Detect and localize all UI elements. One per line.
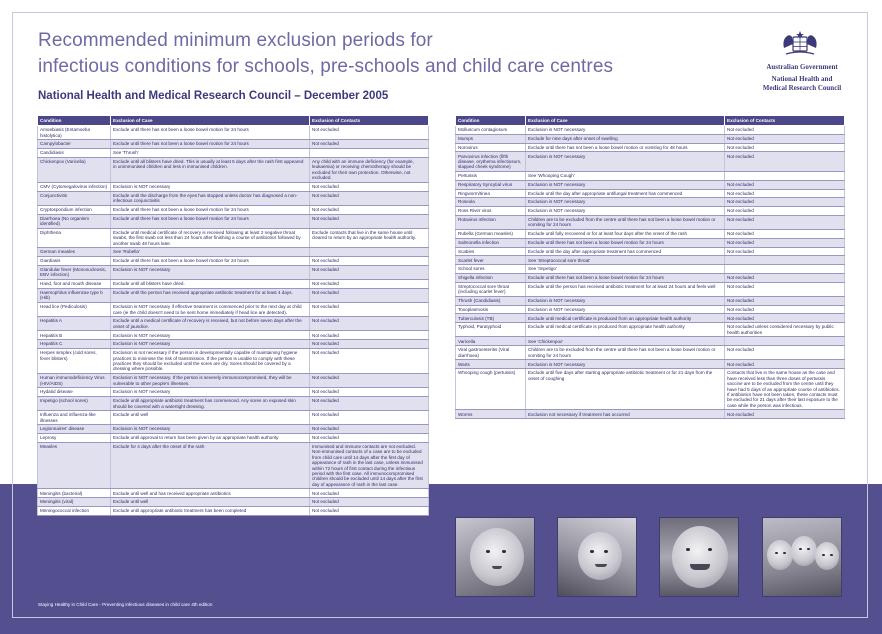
cell-exclusion-case: Exclude until medical certificate is produced from appropriate health authority: [526, 323, 725, 337]
cell-exclusion-case: Exclusion is NOT necessary: [111, 340, 310, 349]
cell-exclusion-case: Exclusion is NOT necessary: [526, 126, 725, 135]
cell-exclusion-case: See 'Chickenpox': [526, 337, 725, 346]
cell-exclusion-contacts: Not excluded: [310, 348, 429, 373]
cell-condition: Amoebiasis (Entamoeba histolytica): [38, 126, 111, 140]
cell-exclusion-case: Exclusion is not necessary if the person is developmentally capable of maintaining hygiene practices to minimise the risk of transmission. If the person is unable to comply with these practices they should be excluded until the sores are dry. Sores should be covered by a dressing where possible.: [111, 348, 310, 373]
table-row: [456, 198, 845, 207]
cell-condition: Hepatitis B: [38, 331, 111, 340]
cell-condition: Meningococcal infection: [38, 507, 111, 516]
cell-exclusion-case: Exclude until there has not been a loose bowel motion for 24 hours: [111, 126, 310, 140]
table-row: [38, 257, 429, 266]
cell-exclusion-contacts: Not excluded: [310, 498, 429, 507]
cell-exclusion-contacts: Not excluded: [725, 305, 845, 314]
cell-exclusion-case: Exclusion is NOT necessary: [526, 198, 725, 207]
table-row: [38, 434, 429, 443]
cell-exclusion-contacts: Not excluded: [310, 288, 429, 302]
cell-exclusion-contacts: Not excluded: [310, 140, 429, 149]
exclusion-table-right: [455, 115, 845, 419]
table-row: [456, 230, 845, 239]
cell-exclusion-case: Exclude until all blisters have dried. This is usually at least 5 days after the rash first appeared in unimmunised children and less in immunised children.: [111, 157, 310, 182]
cell-exclusion-contacts: Not excluded: [310, 214, 429, 228]
table-row: [38, 317, 429, 331]
cell-exclusion-case: Exclude until there has not been a loose bowel motion for 24 hours: [111, 257, 310, 266]
cell-exclusion-contacts: Not excluded: [725, 134, 845, 143]
cell-exclusion-case: Exclude until appropriate antibiotic treatment has commenced. Any sores on exposed skin should be covered with a watertight dressing.: [111, 396, 310, 410]
table-row: [38, 280, 429, 289]
header-exclusion-contacts: Exclusion of Contacts: [725, 116, 845, 126]
cell-exclusion-case: Exclusion is NOT necessary: [111, 425, 310, 434]
australian-government-crest-icon: [778, 30, 822, 60]
cell-condition: Norovirus: [456, 143, 526, 152]
cell-exclusion-contacts: Not excluded: [310, 265, 429, 279]
cell-condition: Impetigo (school sores): [38, 396, 111, 410]
cell-exclusion-case: See 'Impetigo': [526, 265, 725, 274]
cell-condition: Salmonella infection: [456, 238, 526, 247]
table-row: [38, 265, 429, 279]
cell-exclusion-contacts: [725, 171, 845, 180]
cell-exclusion-contacts: Not excluded: [725, 198, 845, 207]
cell-exclusion-contacts: Not excluded: [725, 346, 845, 360]
cell-exclusion-contacts: Immunised and immune contacts are not excluded. Non-immunised contacts of a case are to be excluded from child care until 14 days after the first day of appearance of rash in the last case, unless immunised within 72 hours of first contact during the infectious period with the first case. All immunocompromised children should be excluded until 14 days after the first day of appearance of rash in the last case.: [310, 442, 429, 489]
table-row: [456, 256, 845, 265]
cell-condition: Roseola: [456, 198, 526, 207]
cell-exclusion-case: Children are to be excluded from the centre until there has not been a loose bowel motion or vomiting for 24 hours: [526, 215, 725, 229]
cell-exclusion-case: Exclusion is NOT necessary if effective treatment is commenced prior to the next day at child care (ie the child doesn't need to be sent home immediately if head lice are detected).: [111, 303, 310, 317]
table-row: [38, 331, 429, 340]
cell-condition: Whooping cough (pertussis): [456, 369, 526, 410]
title-line-2: infectious conditions for schools, pre-schools and child care centres: [38, 56, 614, 77]
cell-exclusion-contacts: Not excluded: [310, 331, 429, 340]
cell-exclusion-case: Exclude until there has not been a loose bowel motion for 24 hours: [111, 205, 310, 214]
cell-exclusion-contacts: Not excluded: [310, 257, 429, 266]
table-row: [456, 171, 845, 180]
cell-condition: Varicella: [456, 337, 526, 346]
baby-photo: [455, 517, 535, 597]
cell-condition: Scabies: [456, 247, 526, 256]
table-row: [38, 205, 429, 214]
cell-exclusion-case: Exclusion is NOT necessary: [526, 207, 725, 216]
table-row: [38, 157, 429, 182]
cell-exclusion-case: Exclude until medical certificate of recovery is received following at least 2 negative throat swabs, the first swab not less than 24 hours after finishing a course of antibiotics followed by another swab 48 hours later.: [111, 228, 310, 248]
table-row: [38, 182, 429, 191]
cell-exclusion-contacts: Not excluded: [725, 282, 845, 296]
cell-condition: Diarrhoea (No organism identified): [38, 214, 111, 228]
table-row: [456, 126, 845, 135]
cell-exclusion-contacts: Not excluded: [310, 434, 429, 443]
cell-exclusion-case: Exclude until there has not been a loose bowel motion or vomiting for 48 hours: [526, 143, 725, 152]
cell-condition: Shigella infection: [456, 273, 526, 282]
cell-exclusion-case: Exclusion is NOT necessary: [526, 152, 725, 172]
cell-exclusion-case: Exclude until well and has received appropriate antibiotics: [111, 489, 310, 498]
cell-exclusion-contacts: Any child with an immune deficiency (for example, leukaemia) or receiving chemotherapy should be excluded for their own protection. Otherwise, not excluded.: [310, 157, 429, 182]
cell-condition: Hydatid disease: [38, 388, 111, 397]
cell-condition: Campylobacter: [38, 140, 111, 149]
cell-exclusion-case: Exclude until well: [111, 498, 310, 507]
cell-exclusion-case: Exclusion is NOT necessary: [526, 360, 725, 369]
nhmrc-line-1: National Health and: [771, 75, 833, 83]
table-row: [456, 134, 845, 143]
cell-condition: Measles: [38, 442, 111, 489]
cell-exclusion-case: Exclusion is NOT necessary: [526, 296, 725, 305]
cell-exclusion-case: Exclusion is NOT necessary: [111, 182, 310, 191]
cell-condition: Conjunctivitis: [38, 191, 111, 205]
table-row: [456, 337, 845, 346]
table-row: [38, 373, 429, 387]
table-row: [38, 228, 429, 248]
table-row: [456, 207, 845, 216]
cell-exclusion-case: Exclusion is NOT necessary: [111, 388, 310, 397]
cell-condition: Ross River virus: [456, 207, 526, 216]
table-row: [38, 425, 429, 434]
cell-exclusion-contacts: Not excluded: [725, 180, 845, 189]
cell-condition: CMV (Cytomegalovirus infection): [38, 182, 111, 191]
cell-exclusion-contacts: Not excluded: [310, 425, 429, 434]
cell-condition: Cryptosporidium infection: [38, 205, 111, 214]
table-row: [38, 498, 429, 507]
table-row: [456, 282, 845, 296]
table-row: [456, 247, 845, 256]
cell-condition: Parvovirus infection (fifth disease, erythema infectiosum, slapped cheek syndrome): [456, 152, 526, 172]
cell-condition: German measles: [38, 248, 111, 257]
footer-note: Staying Healthy in Child Care - Preventing infectious diseases in child care 4th edition: [38, 602, 213, 607]
cell-exclusion-case: See 'Thrush': [111, 148, 310, 157]
cell-exclusion-contacts: Not excluded: [725, 273, 845, 282]
table-row: [456, 189, 845, 198]
table-header-row: [456, 116, 845, 126]
cell-condition: Respiratory Syncytial virus: [456, 180, 526, 189]
cell-exclusion-case: See 'Streptococcal sore throat': [526, 256, 725, 265]
cell-exclusion-contacts: [725, 337, 845, 346]
nhmrc-label: [756, 75, 848, 93]
header-condition: Condition: [38, 116, 111, 126]
cell-exclusion-case: Exclusion is NOT necessary: [111, 331, 310, 340]
cell-exclusion-case: Exclude until fully recovered or for at least four days after the onset of the rash: [526, 230, 725, 239]
table-row: [38, 140, 429, 149]
table-row: [456, 238, 845, 247]
cell-exclusion-contacts: Not excluded: [725, 207, 845, 216]
cell-condition: Viral gastroenteritis (Viral diarrhoea): [456, 346, 526, 360]
cell-condition: Hepatitis A: [38, 317, 111, 331]
cell-exclusion-case: Exclude until there has not been a loose bowel motion for 24 hours: [526, 273, 725, 282]
cell-condition: Influenza and influenza-like illnesses: [38, 411, 111, 425]
cell-exclusion-case: Exclude for nine days after onset of swelling: [526, 134, 725, 143]
cell-condition: Candidiasis: [38, 148, 111, 157]
cell-condition: Giardiasis: [38, 257, 111, 266]
cell-exclusion-case: See 'Rubella': [111, 248, 310, 257]
table-row: [456, 369, 845, 410]
cell-condition: Meningitis (viral): [38, 498, 111, 507]
cell-exclusion-case: Exclude until the day after appropriate antifungal treatment has commenced: [526, 189, 725, 198]
cell-exclusion-contacts: Not excluded: [310, 280, 429, 289]
children-group-photo: [762, 517, 842, 597]
cell-exclusion-contacts: Not excluded: [310, 489, 429, 498]
cell-condition: Legionnaires' disease: [38, 425, 111, 434]
cell-condition: Mumps: [456, 134, 526, 143]
cell-condition: Herpes simplex (cold sores, fever blisters): [38, 348, 111, 373]
table-row: [456, 346, 845, 360]
cell-exclusion-contacts: Not excluded: [725, 152, 845, 172]
cell-exclusion-contacts: Not excluded: [310, 317, 429, 331]
cell-condition: Toxoplasmosis: [456, 305, 526, 314]
cell-exclusion-case: Exclude until there has not been a loose bowel motion for 24 hours: [526, 238, 725, 247]
table-row: [38, 340, 429, 349]
cell-exclusion-case: Exclusion is NOT necessary: [111, 265, 310, 279]
table-row: [38, 396, 429, 410]
cell-condition: Molluscum contagiosum: [456, 126, 526, 135]
cell-exclusion-case: Exclude until five days after starting appropriate antibiotic treatment or for 21 days from the onset of coughing: [526, 369, 725, 410]
table-row: [456, 215, 845, 229]
header-exclusion-case: Exclusion of Case: [526, 116, 725, 126]
cell-exclusion-case: Exclusion is NOT necessary: [526, 180, 725, 189]
cell-exclusion-contacts: [725, 256, 845, 265]
cell-exclusion-contacts: Not excluded: [725, 360, 845, 369]
cell-exclusion-contacts: Not excluded: [725, 410, 845, 419]
cell-condition: Scarlet fever: [456, 256, 526, 265]
cell-exclusion-contacts: Not excluded: [725, 238, 845, 247]
cell-exclusion-contacts: Not excluded: [725, 143, 845, 152]
cell-condition: Meningitis (bacterial): [38, 489, 111, 498]
cell-condition: Human immunodeficiency Virus (HIV/AIDS): [38, 373, 111, 387]
table-row: [456, 410, 845, 419]
cell-exclusion-contacts: Not excluded: [310, 373, 429, 387]
table-header-row: [38, 116, 429, 126]
cell-exclusion-contacts: [310, 248, 429, 257]
cell-exclusion-contacts: Not excluded: [725, 296, 845, 305]
table-row: [456, 180, 845, 189]
cell-exclusion-contacts: Not excluded: [310, 340, 429, 349]
cell-condition: Ringworm/tinea: [456, 189, 526, 198]
cell-condition: Streptococcal sore throat (including scarlet fever): [456, 282, 526, 296]
table-row: [38, 442, 429, 489]
table-row: [456, 314, 845, 323]
cell-condition: Worms: [456, 410, 526, 419]
cell-exclusion-contacts: Not excluded: [725, 189, 845, 198]
table-row: [38, 191, 429, 205]
toddler-swing-photo: [557, 517, 637, 597]
cell-condition: Head lice (Pediculosis): [38, 303, 111, 317]
cell-exclusion-case: Exclude until a medical certificate of recovery is received, but not before seven days after the onset of jaundice.: [111, 317, 310, 331]
cell-exclusion-case: Children are to be excluded from the centre until there has not been a loose bowel motion or vomiting for 24 hours: [526, 346, 725, 360]
nhmrc-line-2: Medical Research Council: [762, 84, 842, 92]
cell-exclusion-contacts: Not excluded: [310, 191, 429, 205]
page-title: [38, 28, 678, 80]
table-row: [456, 152, 845, 172]
table-row: [38, 303, 429, 317]
table-row: [456, 273, 845, 282]
cell-exclusion-contacts: Not excluded: [725, 215, 845, 229]
table-row: [456, 305, 845, 314]
cell-exclusion-case: Exclude until approval to return has been given by an appropriate health authority: [111, 434, 310, 443]
cell-exclusion-case: Exclude until there has not been a loose bowel motion for 24 hours: [111, 140, 310, 149]
table-row: [38, 489, 429, 498]
child-smiling-photo: [659, 517, 739, 597]
cell-exclusion-contacts: [725, 265, 845, 274]
cell-condition: Glandular fever (Mononucleosis, EBV infection): [38, 265, 111, 279]
cell-exclusion-contacts: Not excluded: [310, 182, 429, 191]
cell-exclusion-contacts: Not excluded: [310, 411, 429, 425]
table-row: [38, 126, 429, 140]
cell-condition: Thrush (Candidiasis): [456, 296, 526, 305]
table-row: [38, 214, 429, 228]
cell-exclusion-contacts: Not excluded: [310, 205, 429, 214]
cell-exclusion-contacts: Not excluded: [725, 230, 845, 239]
cell-condition: School sores: [456, 265, 526, 274]
cell-exclusion-contacts: Not excluded: [310, 396, 429, 410]
cell-condition: Warts: [456, 360, 526, 369]
cell-condition: Rubella (German measles): [456, 230, 526, 239]
exclusion-table-left: [37, 115, 429, 516]
cell-exclusion-contacts: Contacts that live in the same house as the case and have received less than three doses of pertussis vaccine are to be excluded from the centre until they have had 5 days of an appropriate course of antibiotics. If antibiotics have not been taken, these contacts must be excluded for 21 days after their last exposure to the case while the person was infectious.: [725, 369, 845, 410]
cell-exclusion-contacts: Not excluded: [725, 126, 845, 135]
cell-exclusion-case: Exclude until medical certificate is produced from an appropriate health authority: [526, 314, 725, 323]
table-row: [38, 248, 429, 257]
cell-condition: Leprosy: [38, 434, 111, 443]
cell-condition: Tuberculosis (TB): [456, 314, 526, 323]
table-row: [38, 148, 429, 157]
page-subtitle: National Health and Medical Research Council – December 2005: [38, 90, 389, 102]
cell-exclusion-case: Exclude until appropriate antibiotic treatment has been completed: [111, 507, 310, 516]
header-condition: Condition: [456, 116, 526, 126]
header-exclusion-contacts: Exclusion of Contacts: [310, 116, 429, 126]
cell-condition: Hepatitis C: [38, 340, 111, 349]
header-exclusion-case: Exclusion of Case: [111, 116, 310, 126]
australian-government-label: Australian Government: [766, 63, 838, 71]
table-row: [38, 348, 429, 373]
cell-exclusion-case: Exclude until there has not been a loose bowel motion for 24 hours: [111, 214, 310, 228]
cell-exclusion-case: See 'Whooping Cough': [526, 171, 725, 180]
cell-exclusion-contacts: Not excluded unless considered necessary by public health authorities: [725, 323, 845, 337]
cell-exclusion-contacts: [310, 148, 429, 157]
title-line-1: Recommended minimum exclusion periods for: [38, 30, 433, 51]
cell-condition: Pertussis: [456, 171, 526, 180]
cell-exclusion-case: Exclusion not necessary if treatment has occurred: [526, 410, 725, 419]
cell-exclusion-case: Exclusion is NOT necessary: [526, 305, 725, 314]
cell-exclusion-case: Exclude for 4 days after the onset of the rash: [111, 442, 310, 489]
cell-exclusion-contacts: Not excluded: [310, 388, 429, 397]
cell-condition: Haemophilus influenzae type b (Hib): [38, 288, 111, 302]
cell-exclusion-case: Exclude until the person has received antibiotic treatment for at least 24 hours and feels well: [526, 282, 725, 296]
cell-exclusion-case: Exclude until the person has received appropriate antibiotic treatment for at least 4 days.: [111, 288, 310, 302]
table-row: [456, 296, 845, 305]
cell-exclusion-contacts: Not excluded: [310, 507, 429, 516]
table-row: [456, 360, 845, 369]
cell-exclusion-case: Exclude until the discharge from the eyes has stopped unless doctor has diagnosed a non-infectious conjunctivitis: [111, 191, 310, 205]
cell-condition: Typhoid, Paratyphoid: [456, 323, 526, 337]
cell-exclusion-contacts: Not excluded: [725, 314, 845, 323]
cell-exclusion-contacts: Not excluded: [310, 303, 429, 317]
table-row: [38, 288, 429, 302]
table-row: [456, 143, 845, 152]
cell-exclusion-case: Exclusion is NOT necessary. If the person is severely immunocompromised, they will be vulnerable to other people's illnesses.: [111, 373, 310, 387]
cell-condition: Chickenpox (Varicella): [38, 157, 111, 182]
cell-exclusion-case: Exclude until all blisters have dried.: [111, 280, 310, 289]
table-row: [38, 507, 429, 516]
cell-exclusion-contacts: Not excluded: [310, 126, 429, 140]
table-row: [38, 388, 429, 397]
table-row: [456, 265, 845, 274]
cell-condition: Diphtheria: [38, 228, 111, 248]
cell-exclusion-contacts: Exclude contacts that live in the same house until cleared to return by an appropriate health authority.: [310, 228, 429, 248]
cell-exclusion-case: Exclude until the day after appropriate treatment has commenced: [526, 247, 725, 256]
cell-exclusion-case: Exclude until well: [111, 411, 310, 425]
table-row: [38, 411, 429, 425]
table-row: [456, 323, 845, 337]
cell-condition: Hand, foot and mouth disease: [38, 280, 111, 289]
cell-condition: Rotavirus infection: [456, 215, 526, 229]
cell-exclusion-contacts: Not excluded: [725, 247, 845, 256]
